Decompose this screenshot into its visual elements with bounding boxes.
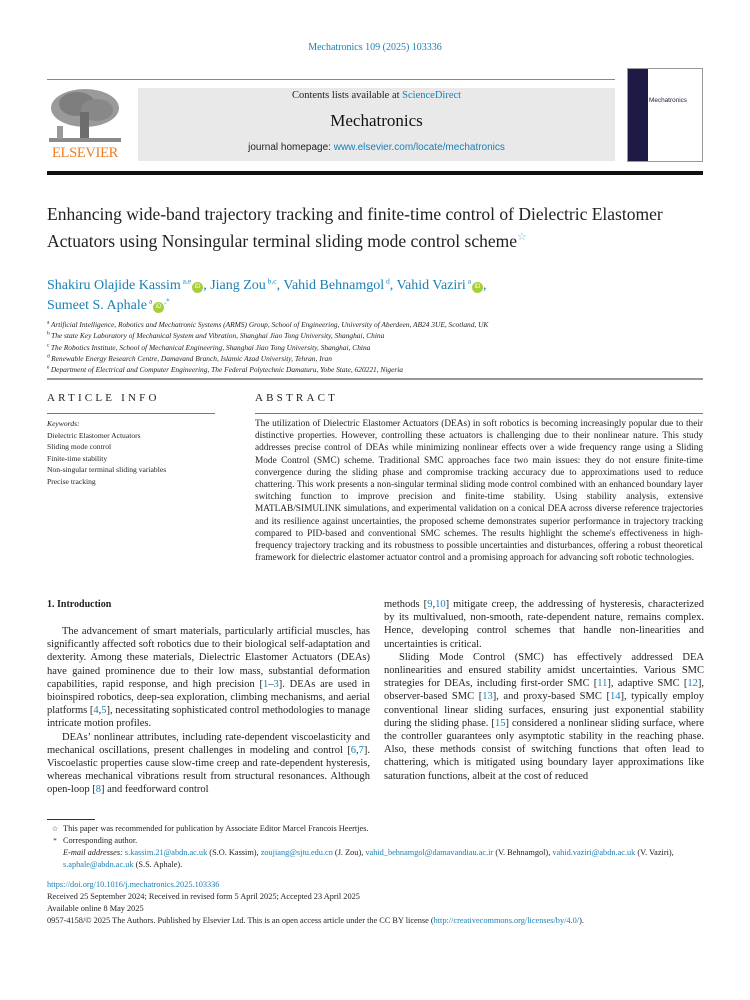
license-text: 0957-4158/© 2025 The Authors. Published by Elsevier Ltd. This is an open access article under the CC BY license ( bbox=[47, 916, 434, 925]
text-run: ], adaptive SMC [ bbox=[607, 678, 688, 690]
author-affiliation-marks[interactable]: b,c bbox=[265, 276, 277, 286]
author-separator: , bbox=[276, 278, 284, 293]
text-run: ] mitigate creep, the addressing of hysteresis, characterized by its multivalued, non-smooth, rate-dependent nature, remains complex. Hence, developing control schemes that handle non-linearities and uncertainties is critical. bbox=[384, 599, 704, 650]
keyword: Finite-time stability bbox=[47, 453, 108, 463]
orcid-icon[interactable]: iD bbox=[153, 302, 164, 313]
reference-link[interactable]: 6 bbox=[350, 744, 356, 756]
journal-cover-image[interactable] bbox=[627, 68, 703, 162]
reference-link[interactable]: 9 bbox=[427, 599, 433, 610]
email-link[interactable]: vahid_behnamgol@damavandiau.ac.ir bbox=[365, 848, 494, 857]
cover-title: Mechatronics bbox=[649, 97, 688, 104]
paragraph bbox=[47, 625, 370, 731]
text-run: DEAs’ nonlinear attributes, including rate-dependent viscoelasticity and mechanical oscillations, present challenges in modeling and control [ bbox=[47, 731, 370, 756]
author-separator: , bbox=[389, 278, 397, 293]
author-separator: , bbox=[483, 278, 487, 293]
star-icon: ☆ bbox=[51, 825, 59, 833]
text-run: , bbox=[98, 705, 102, 717]
corresponding-note: Corresponding author. bbox=[63, 836, 138, 845]
author-link[interactable]: Sumeet S. Aphale bbox=[47, 298, 147, 313]
text-run: ], observer-based SMC [ bbox=[384, 678, 704, 703]
email-owner: (V. Behnamgol), bbox=[493, 848, 553, 857]
author-affiliation-marks[interactable]: a,e bbox=[180, 276, 192, 286]
journal-name: Mechatronics bbox=[330, 111, 423, 130]
recommendation-note: This paper was recommended for publication by Associate Editor Marcel Francois Heertjes. bbox=[63, 824, 369, 833]
homepage-label: journal homepage: bbox=[248, 142, 334, 153]
reference-link[interactable]: 8 bbox=[95, 784, 101, 796]
paragraph bbox=[47, 731, 370, 797]
email-label: E-mail addresses: bbox=[63, 848, 125, 857]
affiliation-key: b bbox=[47, 330, 52, 337]
author-separator: , bbox=[203, 278, 211, 293]
text-run: ] considered a nonlinear sliding surface, where the controller guarantees only asymptotic stability in the reaching phase. Also, these methods consist of switching functions that often lead to chattering, which is mitigated using boundary layer approximations like saturation functions, albeit at the cost of reduced bbox=[384, 717, 705, 782]
homepage-link[interactable]: www.elsevier.com/locate/mechatronics bbox=[333, 142, 505, 153]
affiliation-key: e bbox=[47, 364, 51, 371]
reference-link[interactable]: 12 bbox=[687, 678, 698, 690]
email-link[interactable]: vahid.vaziri@abdn.ac.uk bbox=[552, 848, 636, 857]
body-column-left bbox=[47, 625, 370, 797]
text-run: ]. DEAs are used in bioinspired robotics, deep-sea exploration, climbing mechanisms, and aerial platforms [ bbox=[47, 678, 370, 717]
author-link[interactable]: Jiang Zou bbox=[210, 278, 266, 293]
author-affiliation-marks[interactable]: a bbox=[465, 276, 472, 286]
elsevier-logo bbox=[47, 88, 123, 162]
reference-link[interactable]: 10 bbox=[435, 599, 446, 610]
affiliation-text: Department of Electrical and Computer Engineering, The Federal Polytechnic Damaturu, Yobe State, 620221, Nigeria bbox=[50, 365, 403, 375]
text-run: ] and feedforward control bbox=[100, 784, 209, 796]
paragraph bbox=[384, 651, 704, 783]
affiliation-text: The Robotics Institute, School of Mechanical Engineering, Shanghai Jiao Tong University, Shanghai, China bbox=[50, 342, 371, 352]
citation-link[interactable]: Mechatronics 109 (2025) 103336 bbox=[308, 42, 442, 53]
text-run: ], and proxy-based SMC [ bbox=[492, 691, 610, 703]
paragraph bbox=[384, 598, 704, 651]
header-rule bbox=[47, 171, 703, 175]
affiliation-text: Artificial Intelligence, Robotics and Mechatronic Systems (ARMS) Group, School of Engineering, University of Aberdeen, AB24 3UE, Scotland, UK bbox=[50, 320, 489, 329]
email-link[interactable]: s.aphale@abdn.ac.uk bbox=[63, 860, 134, 869]
page-bottom bbox=[47, 823, 717, 927]
affiliation-key: d bbox=[47, 353, 52, 360]
sciencedirect-link[interactable]: ScienceDirect bbox=[402, 90, 462, 101]
text-run: , bbox=[432, 599, 436, 610]
keyword: Dielectric Elastomer Actuators bbox=[47, 430, 141, 440]
email-addresses bbox=[47, 847, 717, 871]
license-link[interactable]: http://creativecommons.org/licenses/by/4.0/ bbox=[433, 916, 580, 925]
keyword: Precise tracking bbox=[47, 476, 96, 486]
affiliation-list bbox=[47, 319, 707, 375]
keywords-section bbox=[47, 418, 166, 488]
reference-link[interactable]: 14 bbox=[609, 691, 621, 703]
affiliation bbox=[47, 330, 707, 341]
reference-link[interactable]: 1 bbox=[263, 678, 269, 690]
email-link[interactable]: zoujiang@sjtu.edu.cn bbox=[260, 848, 333, 857]
affiliation bbox=[47, 364, 707, 375]
affiliation-text: The state Key Laboratory of Mechanical System and Vibration, Shanghai Jiao Tong University, Shanghai, China bbox=[51, 331, 385, 341]
reference-link[interactable]: 5 bbox=[101, 705, 107, 717]
text-run: – bbox=[268, 678, 274, 690]
divider bbox=[47, 378, 703, 380]
received-dates: Received 25 September 2024; Received in revised form 5 April 2025; Accepted 23 April 2025 bbox=[47, 892, 360, 901]
text-run: , bbox=[356, 744, 359, 756]
title-text: Enhancing wide-band trajectory tracking and finite-time control of Dielectric Elastomer Actuators using Nonsingular terminal sliding mode control scheme bbox=[47, 204, 663, 251]
divider bbox=[255, 413, 703, 414]
abstract-text: The utilization of Dielectric Elastomer Actuators (DEAs) in soft robotics is becoming increasingly popular due to their distinctive properties. However, controlling these actuators is challenging due to their nonlinear nature. This study addresses precise control of DEAs while minimizing nonlinear effects over a wide frequency range using a Sliding Mode Control (SMC) scheme. Traditional SMC approaches face two main issues: they do not ensure finite-time convergence during the sliding phase and compromise tracking accuracy due to approximations used to reduce chattering. This work presents a non-singular terminal sliding mode control combined with an enhanced boundary layer switching function to improve precision and finite-time stability. Using stability analysis, extensive MATLAB/SIMULINK simulations, and experimental validation on a conical DEA across diverse reference trajectories and its resilience against uncertainties, the proposed scheme demonstrates superior performance in trajectory tracking compared to PID-based and conventional SMC schemes. The results highlight the scheme's effectiveness in high-frequency trajectory tracking and its robustness to possible uncertainties and disturbances, offering a robust theoretical framework for dielectric elastomer actuator control and a promising approach for advancing soft robotic technologies. bbox=[255, 419, 703, 564]
text-run: ], typically employ conventional linear sliding surfaces, ensuring just exponential stability during the sliding phase. [ bbox=[384, 691, 704, 729]
reference-link[interactable]: 11 bbox=[597, 678, 608, 690]
online-date: Available online 8 May 2025 bbox=[47, 904, 144, 913]
email-link[interactable]: s.kassim.21@abdn.ac.uk bbox=[124, 848, 208, 857]
reference-link[interactable]: 3 bbox=[273, 678, 279, 690]
reference-link[interactable]: 13 bbox=[482, 691, 493, 703]
author-list bbox=[47, 276, 707, 316]
author-link[interactable]: Vahid Behnamgol bbox=[283, 278, 385, 293]
affiliation-key: c bbox=[47, 342, 51, 349]
email-owner: (S.O. Kassim), bbox=[207, 848, 261, 857]
author-affiliation-marks[interactable]: d bbox=[384, 276, 390, 286]
body-column-right bbox=[384, 598, 704, 783]
journal-banner bbox=[138, 88, 615, 161]
corresponding-author-mark[interactable]: ,* bbox=[164, 296, 170, 306]
affiliation bbox=[47, 342, 707, 353]
affiliation-key: a bbox=[47, 319, 51, 326]
cover-strip bbox=[628, 69, 648, 161]
contents-label: Contents lists available at bbox=[291, 90, 403, 101]
divider bbox=[47, 413, 215, 414]
affiliation bbox=[47, 353, 707, 364]
author-link[interactable]: Vahid Vaziri bbox=[396, 278, 466, 293]
abstract-heading: ABSTRACT bbox=[255, 392, 339, 404]
divider bbox=[47, 79, 615, 80]
reference-link[interactable]: 7 bbox=[358, 744, 364, 756]
affiliation bbox=[47, 319, 707, 330]
elsevier-wordmark: ELSEVIER bbox=[51, 145, 119, 161]
asterisk-icon: * bbox=[53, 837, 57, 845]
keyword: Non-singular terminal sliding variables bbox=[47, 465, 167, 475]
doi-link[interactable]: https://doi.org/10.1016/j.mechatronics.2025.103336 bbox=[47, 880, 220, 889]
text-run: The advancement of smart materials, particularly artificial muscles, has significantly affected soft robotics due to their biological self-adaptation and dexterity. Among these materials, Dielectric Elastomer Actuators (DEAs) have gained prominence due to their low mass, substantial deformation capabilities, rapid response, and high precision [ bbox=[47, 626, 370, 690]
text-run: ], necessitating sophisticated control methodologies to manage intricate motion profiles. bbox=[47, 705, 370, 730]
keyword: Sliding mode control bbox=[47, 442, 112, 452]
email-owner: (S.S. Aphale). bbox=[133, 860, 183, 869]
reference-link[interactable]: 15 bbox=[494, 717, 506, 729]
journal-citation[interactable] bbox=[0, 42, 750, 53]
email-owner: (J. Zou), bbox=[332, 848, 366, 857]
text-run: methods [ bbox=[384, 599, 428, 610]
license-suffix: ). bbox=[579, 916, 584, 925]
author-block bbox=[47, 276, 707, 375]
section-heading-introduction: 1. Introduction bbox=[47, 599, 112, 610]
text-run: Sliding Mode Control (SMC) has effectively addressed DEA nonlinearities and ensured stability amidst uncertainties. Various SMC strategies for DEAs, including first-order SMC [ bbox=[384, 651, 704, 690]
article-info-heading: ARTICLE INFO bbox=[47, 392, 160, 404]
orcid-icon[interactable]: iD bbox=[192, 282, 203, 293]
email-owner: (V. Vaziri), bbox=[635, 848, 674, 857]
publication-info bbox=[47, 879, 717, 927]
text-run: ]. Viscoelastic properties cause slow-time creep and rate-dependent hysteresis, whereas mechanical vibrations result from structural resonances. Although open-loop [ bbox=[47, 744, 370, 796]
orcid-icon[interactable]: iD bbox=[472, 282, 483, 293]
title-footnote-star-icon[interactable]: ☆ bbox=[516, 231, 527, 243]
author-link[interactable]: Shakiru Olajide Kassim bbox=[47, 278, 181, 293]
affiliation-text: Renewable Energy Research Centre, Damavand Branch, Islamic Azad University, Tehran, Iran bbox=[51, 353, 332, 363]
elsevier-tree-icon bbox=[47, 88, 123, 144]
paper-title bbox=[47, 203, 667, 253]
reference-link[interactable]: 4 bbox=[93, 705, 99, 717]
keywords-label: Keywords: bbox=[47, 419, 80, 428]
footnote-rule bbox=[47, 819, 95, 820]
footnotes bbox=[47, 823, 717, 871]
author-affiliation-marks[interactable]: a bbox=[146, 296, 153, 306]
